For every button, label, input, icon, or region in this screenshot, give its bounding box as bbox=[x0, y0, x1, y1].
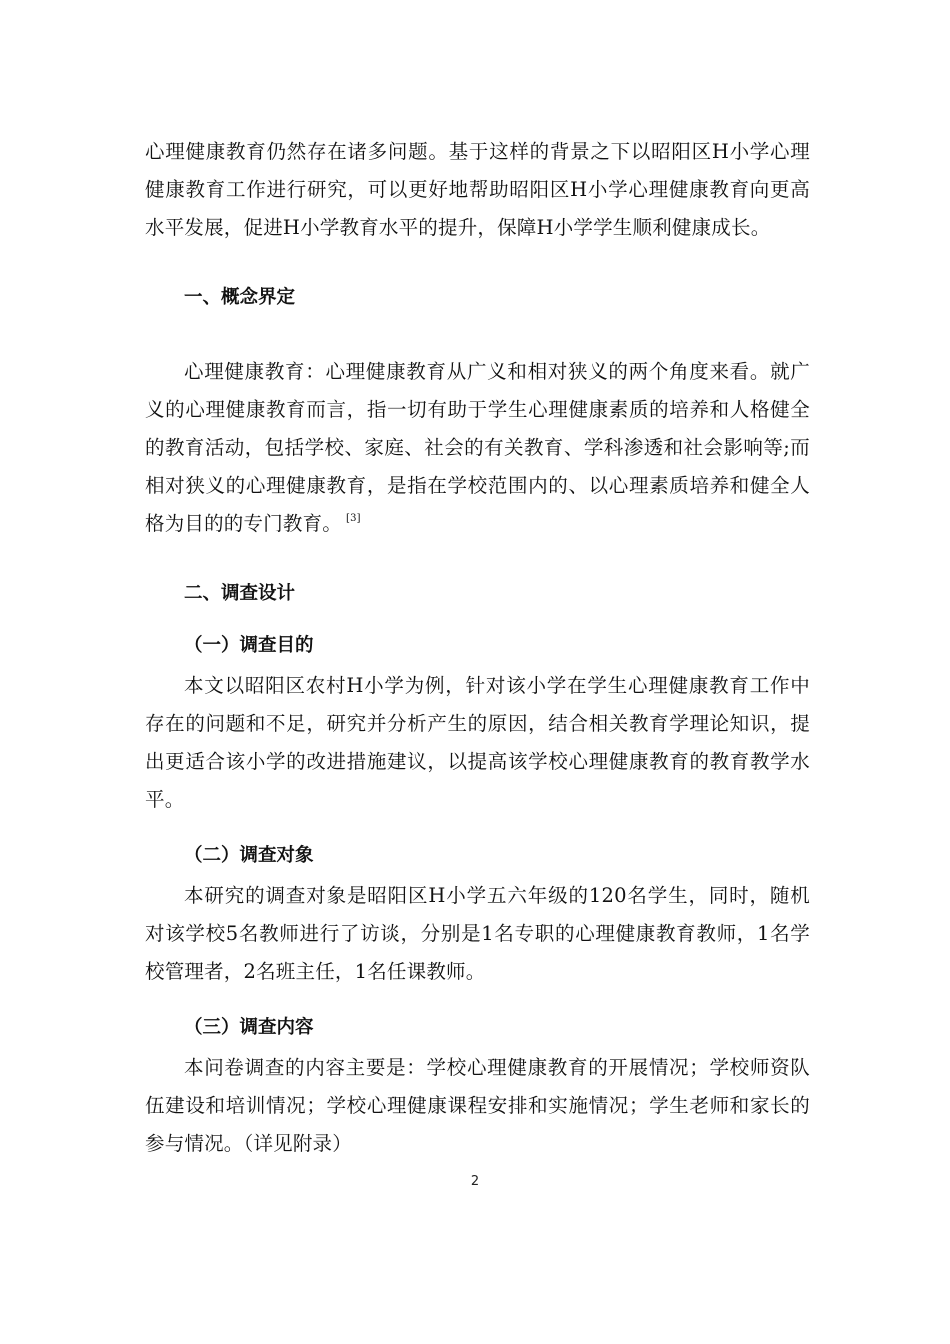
subsection-heading-subjects: （二）调查对象 bbox=[184, 845, 314, 866]
intro-paragraph: 心理健康教育仍然存在诸多问题。基于这样的背景之下以昭阳区H小学心理健康教育工作进行研究，可以更好地帮助昭阳区H小学心理健康教育向更高水平发展，促进H小学教育水平的提升，保障H小学学生顺利健康成长。 bbox=[145, 140, 810, 239]
subjects-paragraph: 本研究的调查对象是昭阳区H小学五六年级的120名学生，同时，随机对该学校5名教师进行了访谈，分别是1名专职的心理健康教育教师，1名学校管理者，2名班主任，1名任课教师。 bbox=[145, 884, 810, 983]
concept-paragraph-text: 心理健康教育：心理健康教育从广义和相对狭义的两个角度来看。就广义的心理健康教育而言，指一切有助于学生心理健康素质的培养和人格健全的教育活动，包括学校、家庭、社会的有关教育、学科渗透和社会影响等;而相对狭义的心理健康教育，是指在学校范围内的、以心理素质培养和健全人格为目的的专门教育。 bbox=[145, 360, 810, 535]
subsection-heading-purpose: （一）调查目的 bbox=[184, 635, 314, 656]
citation-reference: [3] bbox=[346, 512, 361, 524]
page-number: 2 bbox=[470, 1174, 480, 1189]
subsection-heading-content: （三）调查内容 bbox=[184, 1017, 314, 1038]
content-paragraph: 本问卷调查的内容主要是：学校心理健康教育的开展情况；学校师资队伍建设和培训情况；学校心理健康课程安排和实施情况；学生老师和家长的参与情况。（详见附录） bbox=[145, 1056, 810, 1155]
purpose-paragraph: 本文以昭阳区农村H小学为例，针对该小学在学生心理健康教育工作中存在的问题和不足，研究并分析产生的原因，结合相关教育学理论知识，提出更适合该小学的改进措施建议，以提高该学校心理健康教育的教育教学水平。 bbox=[145, 674, 810, 811]
concept-paragraph bbox=[145, 353, 810, 543]
section-heading-concept-definition: 一、概念界定 bbox=[184, 287, 296, 308]
section-heading-survey-design: 二、调查设计 bbox=[184, 583, 296, 604]
document-body bbox=[145, 133, 810, 1163]
